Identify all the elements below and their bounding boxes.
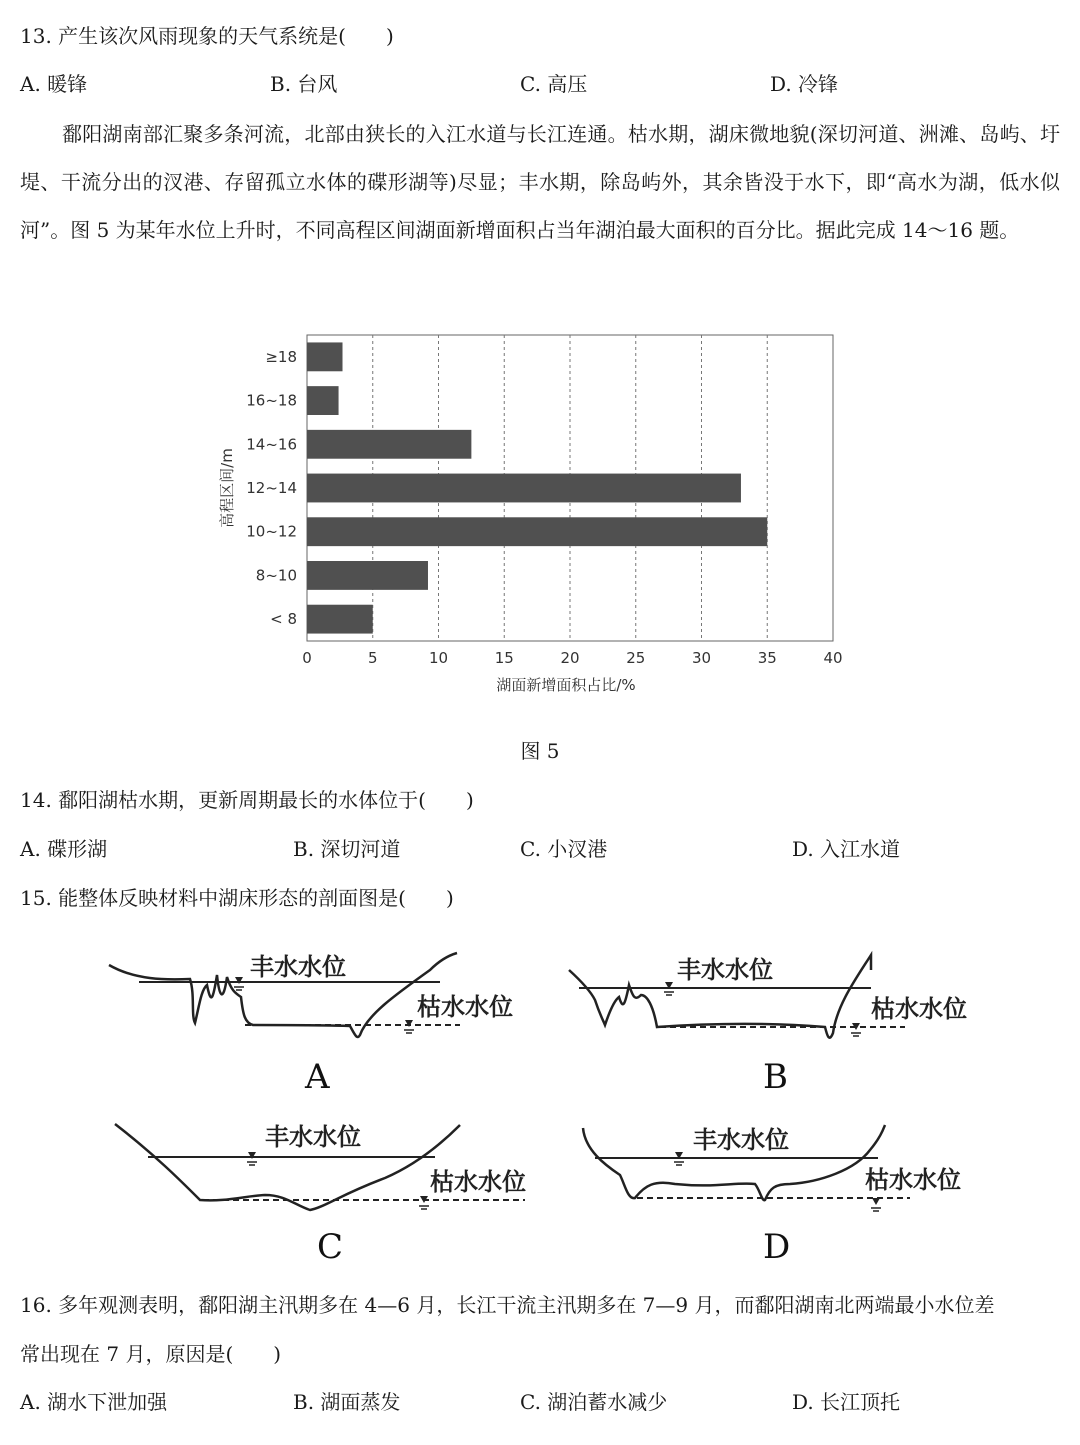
y-tick-label: < 8 [270,610,297,629]
q14-option-b[interactable]: B. 深切河道 [293,837,401,861]
y-tick-label: 16~18 [246,391,297,410]
bar-0 [307,342,343,371]
q15-stem: 15. 能整体反映材料中湖床形态的剖面图是( ) [20,886,454,910]
q16-stem-line1: 16. 多年观测表明，鄱阳湖主汛期多在 4—6 月，长江干流主汛期多在 7—9 月，而鄱阳湖南北两端最小水位差 [20,1293,995,1317]
high-water-level-icon [234,977,244,990]
diagram-letter-d: D [763,1227,791,1267]
q14-option-a[interactable]: A. 碟形湖 [20,837,108,861]
high-water-level-icon [247,1152,257,1165]
high-water-label: 丰水水位 [693,1126,789,1154]
elevation-area-bar-chart [200,325,860,705]
x-tick-label: 5 [367,649,378,667]
profile-diagram-c[interactable] [95,1110,555,1270]
x-tick-label: 30 [691,649,712,667]
q16-option-b[interactable]: B. 湖面蒸发 [293,1390,401,1414]
q13-option-a[interactable]: A. 暖锋 [20,72,88,96]
bar-2 [307,430,471,459]
y-tick-label: 8~10 [255,566,297,585]
q16-stem-line2: 常出现在 7 月，原因是( ) [20,1342,282,1366]
profile-diagram-b[interactable] [555,935,985,1095]
q13-stem: 13. 产生该次风雨现象的天气系统是( ) [20,24,394,48]
x-tick-label: 10 [428,649,449,667]
diagram-letter-b: B [763,1057,788,1095]
q16-option-c[interactable]: C. 湖泊蓄水减少 [520,1390,668,1414]
low-water-level-icon [851,1023,861,1036]
bar-4 [307,517,767,546]
y-tick-label: 10~12 [246,522,297,541]
q14-option-c[interactable]: C. 小汊港 [520,837,608,861]
low-water-label: 枯水水位 [871,995,967,1023]
diagram-letter-c: C [317,1227,344,1267]
low-water-label: 枯水水位 [430,1168,526,1196]
x-tick-label: 0 [302,649,312,667]
high-water-label: 丰水水位 [677,956,773,984]
material-paragraph: 鄱阳湖南部汇聚多条河流，北部由狭长的入江水道与长江连通。枯水期，湖床微地貌(深切河道、洲滩、岛屿、圩堤、干流分出的汊港、存留孤立水体的碟形湖等)尽显；丰水期，除岛屿外，其余皆没于水下，即“高水为湖，低水似河”。图 5 为某年水位上升时，不同高程区间湖面新增面积占当年湖泊最大面积的百分比。据此完成 14～16 题。 [20,122,1060,242]
q16-option-d[interactable]: D. 长江顶托 [792,1390,901,1414]
q16-option-a[interactable]: A. 湖水下泄加强 [20,1390,168,1414]
x-axis-label: 湖面新增面积占比/% [496,676,636,694]
x-tick-label: 40 [823,649,843,667]
low-water-level-icon [419,1196,429,1209]
bar-3 [307,474,741,503]
x-tick-label: 20 [560,649,580,667]
diagram-letter-a: A [305,1057,330,1095]
y-axis-label: 高程区间/m [218,448,236,528]
q13-option-c[interactable]: C. 高压 [520,72,588,96]
q14-option-d[interactable]: D. 入江水道 [792,837,901,861]
q13-option-d[interactable]: D. 冷锋 [770,72,839,96]
low-water-level-icon [404,1020,414,1033]
profile-diagram-d[interactable] [565,1110,995,1270]
bar-6 [307,605,373,634]
q14-stem: 14. 鄱阳湖枯水期，更新周期最长的水体位于( ) [20,788,474,812]
figure-caption: 图 5 [520,739,560,763]
bar-5 [307,561,428,590]
q13-option-b[interactable]: B. 台风 [270,72,338,96]
low-water-level-icon [871,1198,881,1211]
y-tick-label: ≥18 [265,347,297,366]
y-tick-label: 12~14 [246,479,297,497]
bar-1 [307,386,339,415]
low-water-label: 枯水水位 [417,993,513,1021]
y-tick-label: 14~16 [246,435,297,454]
high-water-label: 丰水水位 [265,1123,361,1151]
x-tick-label: 15 [494,649,514,667]
high-water-label: 丰水水位 [250,953,346,981]
low-water-label: 枯水水位 [865,1166,961,1194]
profile-diagram-a[interactable] [95,935,535,1095]
x-tick-label: 25 [626,649,646,667]
x-tick-label: 35 [757,649,777,667]
